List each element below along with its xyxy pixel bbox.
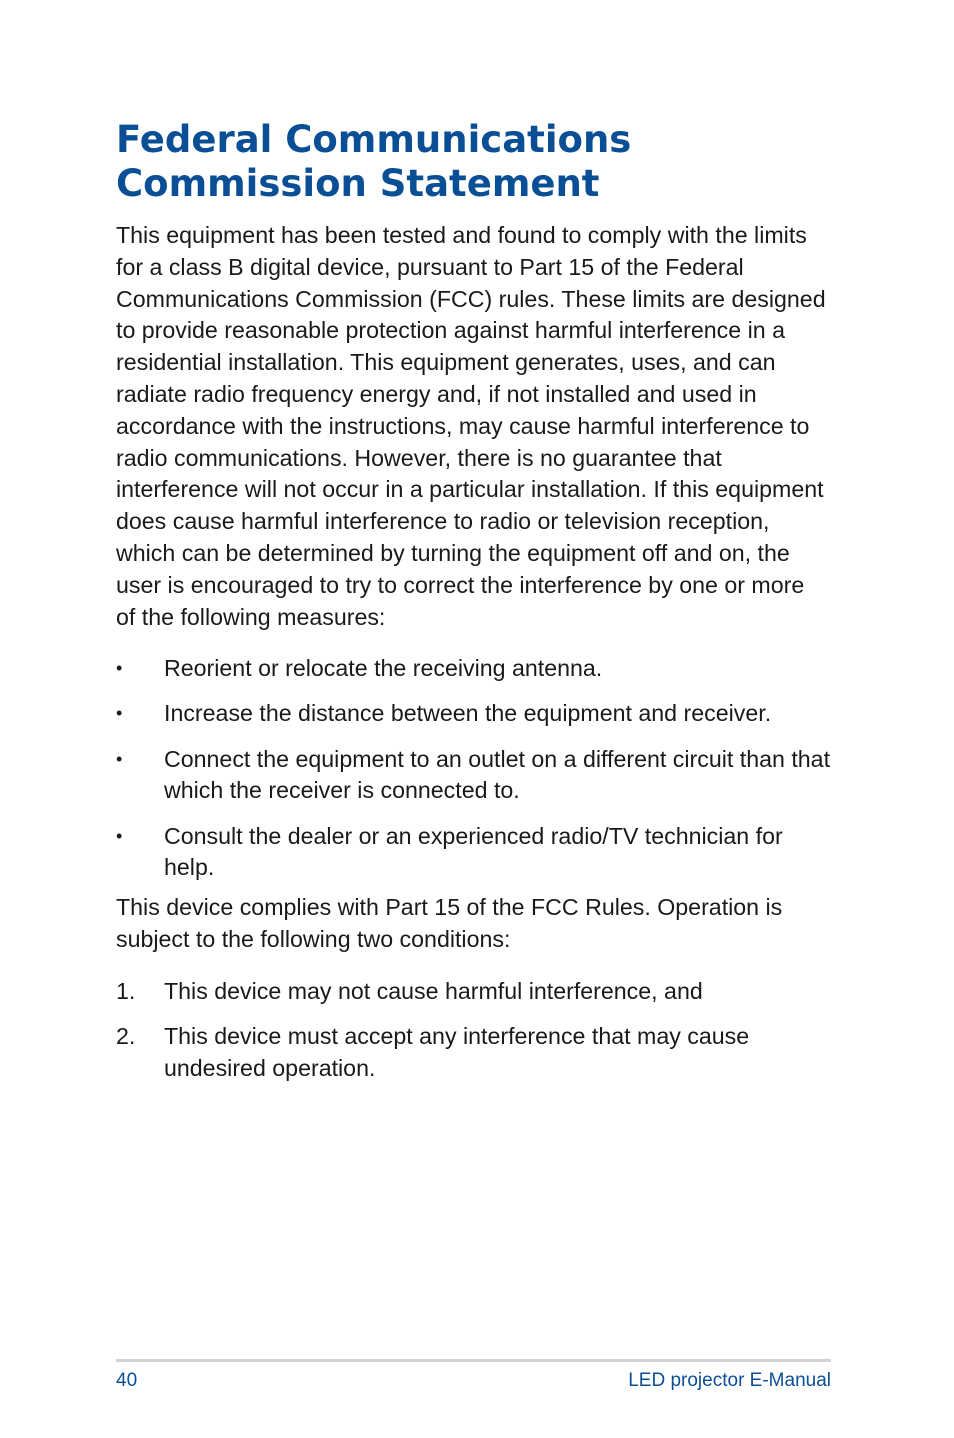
- list-item-text: This device must accept any interference that may cause undesired operation.: [164, 1023, 750, 1082]
- compliance-paragraph: This device complies with Part 15 of the FCC Rules. Operation is subject to the following two conditions:: [116, 894, 783, 952]
- list-item: [116, 821, 832, 885]
- list-item-text: This device may not cause harmful interference, and: [164, 978, 703, 1004]
- list-number: 1.: [116, 978, 136, 1004]
- list-item: [116, 698, 832, 730]
- bullet-icon: •: [116, 748, 123, 769]
- list-item-text: Consult the dealer or an experienced radio/TV technician for help.: [164, 822, 783, 881]
- bullet-icon: •: [116, 825, 123, 846]
- footer-divider: [116, 1359, 831, 1362]
- list-item: [116, 1021, 832, 1085]
- bullet-icon: •: [116, 703, 123, 724]
- list-item-text: Connect the equipment to an outlet on a different circuit than that which the receiver is connected to.: [164, 745, 831, 804]
- page-title: Federal Communications Commission Statement: [116, 118, 632, 205]
- page-number: 40: [116, 1370, 138, 1391]
- list-item: [116, 744, 832, 808]
- bullet-icon: •: [116, 658, 123, 678]
- intro-paragraph: This equipment has been tested and found to comply with the limits for a class B digital device, pursuant to Part 15 of the Federal Communications Commission (FCC) rules. These limits are designed to provide reasonable protection against harmful interference in a residential installation. This equipment generates, uses, and can radiate radio frequency energy and, if not installed and used in accordance with the instructions, may cause harmful interference to radio communications. However, there is no guarantee that interference will not occur in a particular installation. If this equipment does cause harmful interference to radio or television reception, which can be determined by turning the equipment off and on, the user is encouraged to try to correct the interference by one or more of the following measures:: [116, 222, 826, 630]
- measures-list: [116, 653, 832, 898]
- list-item-text: Reorient or relocate the receiving antenna.: [164, 655, 603, 681]
- list-number: 2.: [116, 1023, 136, 1050]
- conditions-list: [116, 976, 832, 1098]
- list-item: [116, 976, 832, 1008]
- list-item-text: Increase the distance between the equipment and receiver.: [164, 700, 772, 727]
- footer-manual-title: LED projector E-Manual: [628, 1370, 831, 1391]
- list-item: [116, 653, 832, 685]
